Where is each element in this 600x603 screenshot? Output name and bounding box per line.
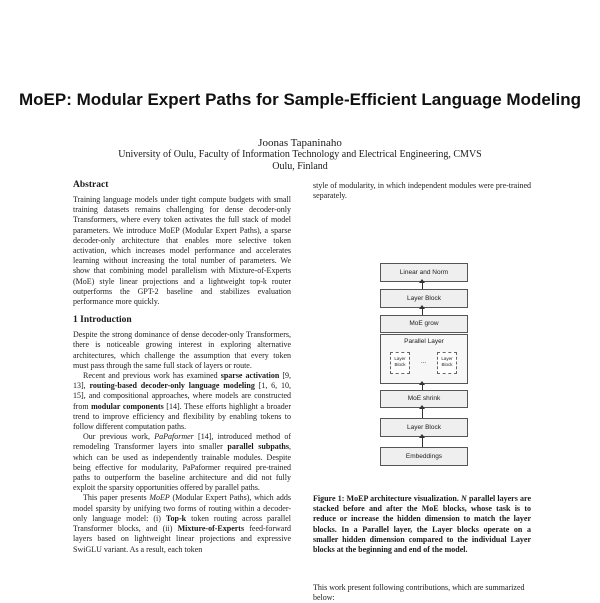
author-affiliation: University of Oulu, Faculty of Information Technology and Electrical Engineering, CMVS xyxy=(118,149,482,160)
arrow-up-icon xyxy=(422,437,423,447)
arrow-up-icon xyxy=(422,408,423,418)
intro-heading: 1 Introduction xyxy=(73,315,132,326)
intro-p2: Recent and previous work has examined sparse activation [9, 13], routing-based decoder-only language modeling [1, 6, 10, 15], and compositional approaches, where models are constructed from modular components [14]. These efforts highlight a broader trend to improve efficiency and flexibility by enabling tokens to follow different computation paths. xyxy=(73,371,292,432)
block-layer-top: Layer Block xyxy=(380,289,468,308)
block-moe-grow: MoE grow xyxy=(380,315,468,333)
author-name: Joonas Tapaninaho xyxy=(258,137,342,149)
architecture-diagram xyxy=(380,263,468,479)
parallel-layer xyxy=(380,334,468,384)
right-top-text: style of modularity, in which independent modules were pre-trained separately. xyxy=(313,181,531,201)
ellipsis: ... xyxy=(421,359,427,365)
abstract-heading: Abstract xyxy=(73,180,109,190)
block-embeddings: Embeddings xyxy=(380,447,468,466)
parallel-layer-label: Parallel Layer xyxy=(404,338,444,345)
abstract-text: Training language models under tight compute budgets with small training datasets remains challenging for dense decoder-only Transformers, where every token activates the full stack of model parameters. We introduce MoEP (Modular Expert Paths), a sparse decoder-only architecture that enables more selective token activation, which increases model performance and accelerates learning without increasing the total number of parameters. We show that combining model parallelism with Mixture-of-Experts (MoE) style linear projections and a lightweight top-k router outperforms the GPT-2 baseline and stabilizes evaluation performance more quickly. xyxy=(73,195,291,307)
intro-p4: This paper presents MoEP (Modular Expert Paths), which adds model sparsity by unifying two forms of routing within a decoder-only language model: (i) Top-k token routing across parallel Transformer blocks, and (ii) Mixture-of-Experts feed-forward layers based on lightweight linear projections and expressive SwiGLU variant. As a result, each token xyxy=(73,493,291,554)
author-location: Oulu, Finland xyxy=(272,161,328,172)
intro-p1: Despite the strong dominance of dense decoder-only Transformers, there is noticeable growing interest in exploring alternative architectures, which challenge the assumption that every token must pass through the same full stack of layers or route. xyxy=(73,330,291,370)
contributions-text: This work present following contributions, which are summarized below: xyxy=(313,583,525,603)
intro-p3: Our previous work, PaPaformer [14], introduced method of remodeling Transformer layers into smaller parallel subpaths, which can be used as independently trainable modules. Despite being effective for modularity, PaPaformer required pre-trained paths to outperform the baseline architecture and did not fully exploit the sparsity opportunities offered by parallel paths. xyxy=(73,432,292,493)
block-linear-norm: Linear and Norm xyxy=(380,263,468,282)
right-column-top xyxy=(313,181,531,201)
arrow-up-icon xyxy=(422,308,423,315)
sub-layer-block-left: Layer Block xyxy=(390,352,410,374)
block-moe-shrink: MoE shrink xyxy=(380,390,468,408)
left-column xyxy=(73,180,291,555)
block-layer-bottom: Layer Block xyxy=(380,418,468,437)
paper-title: MoEP: Modular Expert Paths for Sample-Efficient Language Modeling xyxy=(19,90,581,109)
author-block xyxy=(0,137,600,173)
arrow-up-icon xyxy=(422,282,423,289)
figure-caption: Figure 1: MoEP architecture visualization. N parallel layers are stacked before and after the MoE blocks, whose task is to reduce or increase the hidden dimension to match the layer blocks. In a Parallel layer, the Layer blocks operate on a smaller hidden dimension compared to the individual Layer blocks at the beginning and end of the model. xyxy=(313,494,531,555)
sub-layer-block-right: Layer Block xyxy=(437,352,457,374)
